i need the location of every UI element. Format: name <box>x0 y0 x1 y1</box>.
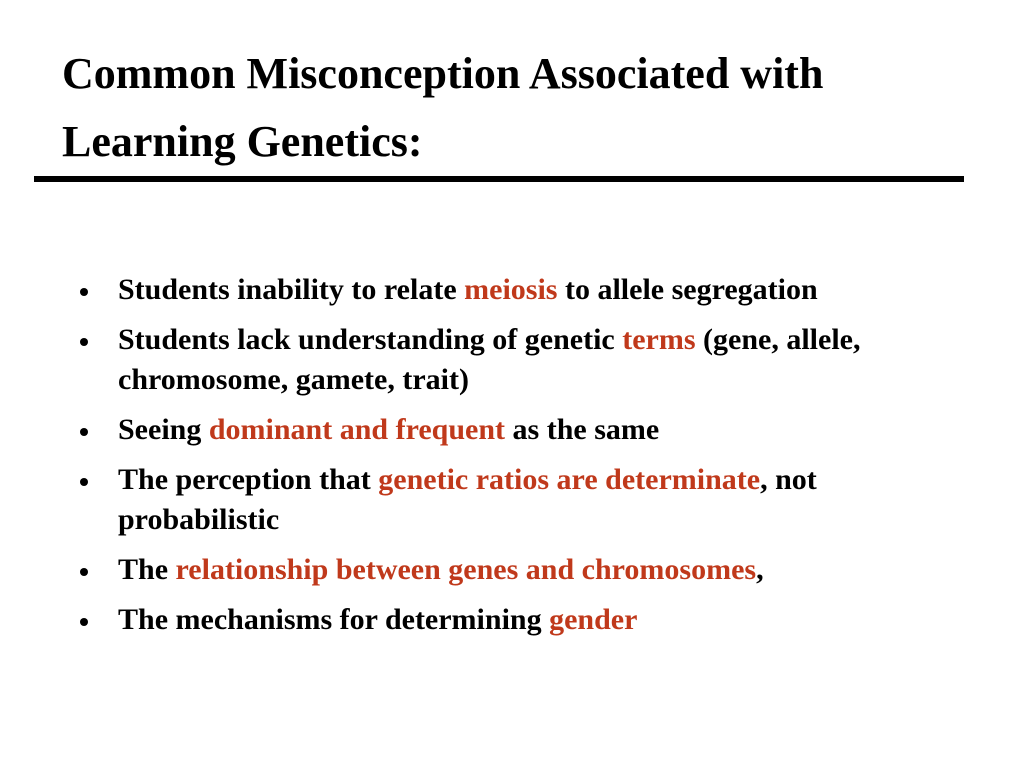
bullet-dot-icon <box>80 618 88 626</box>
bullet-item <box>80 460 980 540</box>
bullet-text: , <box>756 553 764 586</box>
bullet-item <box>80 320 980 400</box>
bullet-dot-icon <box>80 428 88 436</box>
bullet-item <box>80 410 980 450</box>
bullet-text: Students inability to relate <box>118 273 465 306</box>
bullet-highlight: relationship between genes and chromosomes <box>175 553 757 586</box>
slide-title <box>62 40 982 176</box>
bullet-text: as the same <box>505 413 660 446</box>
bullet-text: Seeing <box>118 413 209 446</box>
title-underline <box>34 176 964 182</box>
bullet-text: (gene, allele, chromosome, gamete, trait) <box>118 323 861 396</box>
bullet-item <box>80 270 980 310</box>
title-line-2: Learning Genetics: <box>62 117 423 166</box>
bullet-highlight: dominant and frequent <box>208 413 506 446</box>
bullet-dot-icon <box>80 338 88 346</box>
bullet-item <box>80 600 980 640</box>
bullet-text: to allele segregation <box>557 273 818 306</box>
bullet-text: , not probabilistic <box>118 463 817 536</box>
bullet-highlight: meiosis <box>464 273 558 306</box>
bullet-text: Students lack understanding of genetic <box>118 323 623 356</box>
bullet-item <box>80 550 980 590</box>
bullet-dot-icon <box>80 478 88 486</box>
bullet-text: The perception that <box>118 463 379 496</box>
bullet-highlight: gender <box>549 603 638 636</box>
bullet-text: The <box>118 553 176 586</box>
bullet-highlight: terms <box>622 323 696 356</box>
bullet-dot-icon <box>80 288 88 296</box>
bullet-text: The mechanisms for determining <box>118 603 550 636</box>
bullet-highlight: genetic ratios are determinate <box>378 463 761 496</box>
bullet-list <box>80 270 980 650</box>
title-line-1: Common Misconception Associated with <box>62 49 824 98</box>
bullet-dot-icon <box>80 568 88 576</box>
